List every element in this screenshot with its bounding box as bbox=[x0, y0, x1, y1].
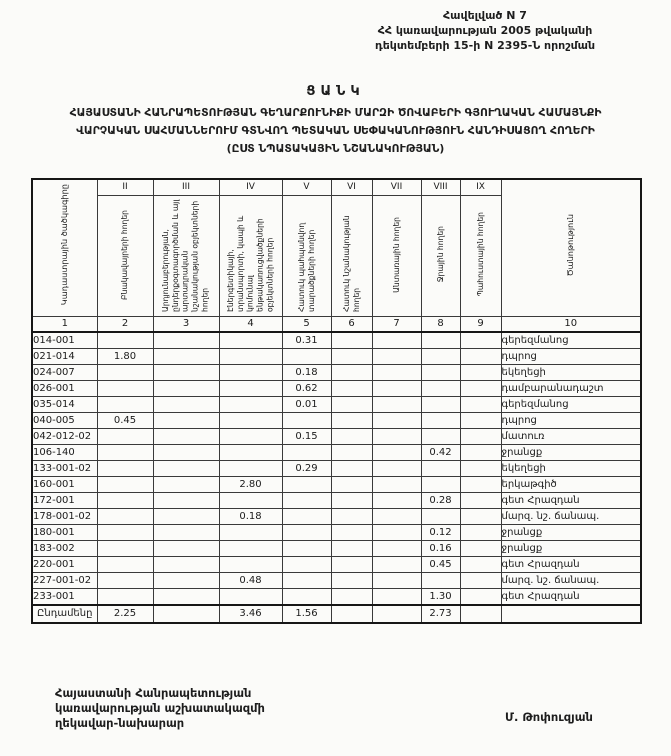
col-header-protected-lands bbox=[282, 196, 331, 317]
table-row bbox=[32, 429, 641, 445]
area-value-cell bbox=[97, 557, 153, 573]
area-value-cell bbox=[153, 365, 219, 381]
area-value-cell: 0.18 bbox=[219, 509, 282, 525]
col-number: 6 bbox=[331, 317, 372, 333]
roman-VIII: VIII bbox=[421, 179, 460, 196]
note-cell: ջրանցք bbox=[501, 445, 641, 461]
area-value-cell bbox=[153, 332, 219, 349]
area-value-cell bbox=[153, 397, 219, 413]
office-line-1: Հայաստանի Հանրապետության bbox=[55, 686, 252, 700]
area-value-cell bbox=[460, 573, 501, 589]
area-value-cell bbox=[460, 557, 501, 573]
column-number-row bbox=[32, 317, 641, 333]
area-value-cell bbox=[372, 525, 421, 541]
area-value-cell bbox=[460, 429, 501, 445]
area-value-cell bbox=[421, 573, 460, 589]
area-value-cell: 2.73 bbox=[421, 605, 460, 623]
area-value-cell bbox=[460, 349, 501, 365]
col-header-label: Բնակավայրերի հողեր bbox=[120, 209, 130, 300]
document-title: ՑԱՆԿ bbox=[306, 84, 365, 99]
note-cell: ջրանցք bbox=[501, 541, 641, 557]
cadastral-code-cell: 183-002 bbox=[32, 541, 97, 557]
area-value-cell bbox=[372, 332, 421, 349]
roman-IV: IV bbox=[219, 179, 282, 196]
note-cell: եկեղեցի bbox=[501, 461, 641, 477]
area-value-cell bbox=[219, 525, 282, 541]
cadastral-code-cell: 014-001 bbox=[32, 332, 97, 349]
subtitle-line-3: (ԸՍՏ ՆՊԱՏԱԿԱՅԻՆ ՆՇԱՆԱԿՈՒԹՅԱՆ) bbox=[226, 142, 445, 155]
total-row bbox=[32, 605, 641, 623]
roman-V: V bbox=[282, 179, 331, 196]
col-header-label: Արդյունաբերության, ընդերքօգտագործման և այլ արտադրական նշանակության օբյեկտների հողեր bbox=[161, 199, 210, 312]
area-value-cell bbox=[282, 509, 331, 525]
area-value-cell bbox=[331, 397, 372, 413]
government-decision-line2: դեկտեմբերի 15-ի N 2395-Ն որոշման bbox=[374, 39, 596, 52]
table-row bbox=[32, 445, 641, 461]
area-value-cell bbox=[460, 477, 501, 493]
area-value-cell bbox=[421, 477, 460, 493]
area-value-cell: 0.18 bbox=[282, 365, 331, 381]
area-value-cell bbox=[460, 445, 501, 461]
area-value-cell bbox=[372, 541, 421, 557]
roman-II: II bbox=[97, 179, 153, 196]
table-row bbox=[32, 541, 641, 557]
area-value-cell bbox=[372, 509, 421, 525]
area-value-cell bbox=[97, 525, 153, 541]
area-value-cell: 0.15 bbox=[282, 429, 331, 445]
area-value-cell bbox=[331, 525, 372, 541]
total-label-cell: Ընդամենը bbox=[32, 605, 97, 623]
note-cell: գերեզմանոց bbox=[501, 397, 641, 413]
area-value-cell: 2.25 bbox=[97, 605, 153, 623]
cadastral-code-cell: 040-005 bbox=[32, 413, 97, 429]
area-value-cell bbox=[460, 461, 501, 477]
area-value-cell bbox=[372, 477, 421, 493]
area-value-cell bbox=[331, 461, 372, 477]
area-value-cell bbox=[460, 605, 501, 623]
subtitle-line-1: ՀԱՅԱՍՏԱՆԻ ՀԱՆՐԱՊԵՏՈՒԹՅԱՆ ԳԵՂԱՐՔՈՒՆԻՔԻ ՄԱՐԶԻ ԾՈՎԱԲԵՐԻ ԳՅՈՒՂԱԿԱՆ ՀԱՄԱՅՆՔԻ bbox=[69, 106, 602, 119]
area-value-cell bbox=[460, 381, 501, 397]
area-value-cell bbox=[282, 589, 331, 606]
roman-VII: VII bbox=[372, 179, 421, 196]
cadastral-code-cell: 178-001-02 bbox=[32, 509, 97, 525]
cadastral-code-column-header bbox=[32, 179, 97, 317]
area-value-cell bbox=[460, 525, 501, 541]
area-value-cell bbox=[219, 332, 282, 349]
col-header-reserve-lands bbox=[460, 196, 501, 317]
land-categories-table bbox=[31, 178, 642, 624]
area-value-cell bbox=[97, 541, 153, 557]
area-value-cell bbox=[97, 461, 153, 477]
roman-numeral-row bbox=[32, 179, 641, 196]
cadastral-code-header-label: Կադաստրային ծածկագիրը bbox=[59, 184, 70, 306]
area-value-cell bbox=[153, 573, 219, 589]
area-value-cell bbox=[153, 381, 219, 397]
col-header-label: Հատուկ պահպանվող տարածքների հողեր bbox=[296, 222, 316, 312]
col-number: 3 bbox=[153, 317, 219, 333]
col-header-settlement-lands bbox=[97, 196, 153, 317]
col-header-forest-lands bbox=[372, 196, 421, 317]
area-value-cell: 0.42 bbox=[421, 445, 460, 461]
area-value-cell bbox=[219, 557, 282, 573]
col-header-label: Անտառային հողեր bbox=[391, 216, 401, 293]
area-value-cell bbox=[372, 413, 421, 429]
table-row bbox=[32, 573, 641, 589]
area-value-cell bbox=[331, 429, 372, 445]
area-value-cell: 3.46 bbox=[219, 605, 282, 623]
col-header-energy-transport-lands bbox=[219, 196, 282, 317]
col-header-water-lands bbox=[421, 196, 460, 317]
subtitle-line-2: ՎԱՐՉԱԿԱՆ ՍԱՀՄԱՆՆԵՐՈՒՄ ԳՏՆՎՈՂ ՊԵՏԱԿԱՆ ՍԵՓԱԿԱՆՈՒԹՅՈՒՆ ՀԱՆԴԻՍԱՑՈՂ ՀՈՂԵՐԻ bbox=[76, 124, 595, 137]
area-value-cell bbox=[153, 541, 219, 557]
office-line-2: կառավարության աշխատակազմի bbox=[55, 701, 265, 715]
area-value-cell bbox=[97, 381, 153, 397]
note-cell: գետ Հրազդան bbox=[501, 493, 641, 509]
area-value-cell bbox=[331, 445, 372, 461]
area-value-cell bbox=[331, 413, 372, 429]
col-header-special-purpose-lands bbox=[331, 196, 372, 317]
col-header-label: Ջրային հողեր bbox=[435, 226, 445, 283]
area-value-cell: 0.28 bbox=[421, 493, 460, 509]
note-cell: մարզ. նշ. ճանապ. bbox=[501, 573, 641, 589]
col-header-industrial-lands bbox=[153, 196, 219, 317]
area-value-cell bbox=[153, 445, 219, 461]
table-row bbox=[32, 461, 641, 477]
note-column-header bbox=[501, 179, 641, 317]
area-value-cell bbox=[421, 429, 460, 445]
area-value-cell bbox=[331, 493, 372, 509]
area-value-cell bbox=[421, 413, 460, 429]
area-value-cell bbox=[372, 365, 421, 381]
cadastral-code-cell: 233-001 bbox=[32, 589, 97, 606]
area-value-cell bbox=[282, 445, 331, 461]
area-value-cell bbox=[97, 573, 153, 589]
cadastral-code-cell: 220-001 bbox=[32, 557, 97, 573]
area-value-cell bbox=[219, 413, 282, 429]
area-value-cell bbox=[460, 413, 501, 429]
area-value-cell bbox=[372, 429, 421, 445]
area-value-cell bbox=[282, 349, 331, 365]
cadastral-code-cell: 021-014 bbox=[32, 349, 97, 365]
area-value-cell bbox=[460, 541, 501, 557]
note-header-label: Ծանոթություն bbox=[565, 213, 576, 277]
table-body bbox=[32, 332, 641, 623]
col-header-label: Պահուստային հողեր bbox=[475, 212, 485, 297]
col-number: 2 bbox=[97, 317, 153, 333]
area-value-cell bbox=[97, 477, 153, 493]
table-row bbox=[32, 493, 641, 509]
area-value-cell bbox=[331, 365, 372, 381]
note-cell: մատուռ bbox=[501, 429, 641, 445]
col-number: 7 bbox=[372, 317, 421, 333]
area-value-cell bbox=[331, 541, 372, 557]
col-number: 8 bbox=[421, 317, 460, 333]
government-decision-line1: ՀՀ կառավարության 2005 թվականի bbox=[377, 24, 593, 37]
table-row bbox=[32, 397, 641, 413]
area-value-cell bbox=[282, 525, 331, 541]
area-value-cell: 0.45 bbox=[97, 413, 153, 429]
cadastral-code-cell: 227-001-02 bbox=[32, 573, 97, 589]
cadastral-code-cell: 133-001-02 bbox=[32, 461, 97, 477]
table-row bbox=[32, 381, 641, 397]
area-value-cell bbox=[372, 381, 421, 397]
area-value-cell bbox=[97, 397, 153, 413]
table-row bbox=[32, 589, 641, 606]
area-value-cell bbox=[219, 349, 282, 365]
area-value-cell bbox=[153, 413, 219, 429]
area-value-cell bbox=[219, 493, 282, 509]
area-value-cell: 0.29 bbox=[282, 461, 331, 477]
cadastral-code-cell: 035-014 bbox=[32, 397, 97, 413]
table-row bbox=[32, 557, 641, 573]
office-line-3: ղեկավար-նախարար bbox=[55, 716, 185, 730]
area-value-cell bbox=[421, 461, 460, 477]
note-cell: դպրոց bbox=[501, 413, 641, 429]
area-value-cell bbox=[97, 493, 153, 509]
area-value-cell bbox=[372, 461, 421, 477]
area-value-cell bbox=[97, 332, 153, 349]
area-value-cell bbox=[331, 477, 372, 493]
col-number: 5 bbox=[282, 317, 331, 333]
cadastral-code-cell: 160-001 bbox=[32, 477, 97, 493]
table-row bbox=[32, 413, 641, 429]
area-value-cell bbox=[153, 429, 219, 445]
area-value-cell bbox=[372, 397, 421, 413]
note-cell: ջրանցք bbox=[501, 525, 641, 541]
area-value-cell: 0.48 bbox=[219, 573, 282, 589]
area-value-cell bbox=[219, 589, 282, 606]
area-value-cell bbox=[372, 589, 421, 606]
area-value-cell bbox=[372, 573, 421, 589]
cadastral-code-cell: 026-001 bbox=[32, 381, 97, 397]
note-cell: գետ Հրազդան bbox=[501, 557, 641, 573]
area-value-cell bbox=[282, 573, 331, 589]
note-cell: եկեղեցի bbox=[501, 365, 641, 381]
area-value-cell bbox=[421, 349, 460, 365]
area-value-cell bbox=[372, 605, 421, 623]
area-value-cell bbox=[282, 493, 331, 509]
area-value-cell bbox=[219, 541, 282, 557]
area-value-cell bbox=[460, 365, 501, 381]
area-value-cell bbox=[153, 493, 219, 509]
area-value-cell bbox=[421, 509, 460, 525]
area-value-cell: 0.45 bbox=[421, 557, 460, 573]
area-value-cell bbox=[153, 349, 219, 365]
area-value-cell bbox=[331, 349, 372, 365]
area-value-cell: 1.30 bbox=[421, 589, 460, 606]
area-value-cell: 0.16 bbox=[421, 541, 460, 557]
area-value-cell bbox=[153, 477, 219, 493]
area-value-cell bbox=[372, 557, 421, 573]
table-row bbox=[32, 349, 641, 365]
table-row bbox=[32, 477, 641, 493]
area-value-cell bbox=[97, 589, 153, 606]
area-value-cell bbox=[331, 557, 372, 573]
col-number: 10 bbox=[501, 317, 641, 333]
area-value-cell bbox=[460, 332, 501, 349]
appendix-reference-block bbox=[310, 8, 660, 53]
note-cell: մարզ. նշ. ճանապ. bbox=[501, 509, 641, 525]
col-header-label: Հատուկ նշանակության հողեր bbox=[341, 214, 361, 312]
area-value-cell bbox=[421, 332, 460, 349]
area-value-cell bbox=[460, 397, 501, 413]
note-cell: գետ Հրազդան bbox=[501, 589, 641, 606]
area-value-cell bbox=[331, 381, 372, 397]
area-value-cell bbox=[331, 509, 372, 525]
area-value-cell bbox=[331, 589, 372, 606]
area-value-cell bbox=[282, 477, 331, 493]
signer-name: Մ. Թոփուզյան bbox=[505, 710, 593, 724]
area-value-cell bbox=[153, 557, 219, 573]
area-value-cell bbox=[219, 381, 282, 397]
cadastral-code-cell: 172-001 bbox=[32, 493, 97, 509]
area-value-cell bbox=[219, 397, 282, 413]
area-value-cell bbox=[153, 461, 219, 477]
col-header-label: Էներգետիկայի, տրանսպորտի, կապի և կոմունալ ենթակառուցվածքների օբյեկտների հողեր bbox=[225, 215, 275, 312]
area-value-cell bbox=[153, 525, 219, 541]
signature-office-block bbox=[55, 686, 265, 731]
area-value-cell bbox=[153, 605, 219, 623]
col-number: 9 bbox=[460, 317, 501, 333]
table-row bbox=[32, 365, 641, 381]
note-cell bbox=[501, 605, 641, 623]
area-value-cell: 0.31 bbox=[282, 332, 331, 349]
area-value-cell bbox=[460, 509, 501, 525]
area-value-cell bbox=[282, 557, 331, 573]
roman-VI: VI bbox=[331, 179, 372, 196]
area-value-cell: 0.01 bbox=[282, 397, 331, 413]
table-row bbox=[32, 509, 641, 525]
area-value-cell: 1.80 bbox=[97, 349, 153, 365]
area-value-cell bbox=[97, 429, 153, 445]
area-value-cell: 1.56 bbox=[282, 605, 331, 623]
note-cell: դպրոց bbox=[501, 349, 641, 365]
area-value-cell bbox=[460, 589, 501, 606]
area-value-cell bbox=[219, 445, 282, 461]
table-row bbox=[32, 525, 641, 541]
area-value-cell bbox=[331, 605, 372, 623]
area-value-cell bbox=[219, 429, 282, 445]
area-value-cell bbox=[97, 509, 153, 525]
cadastral-code-cell: 106-140 bbox=[32, 445, 97, 461]
area-value-cell bbox=[421, 397, 460, 413]
area-value-cell bbox=[97, 445, 153, 461]
appendix-number: Հավելված N 7 bbox=[443, 9, 527, 22]
table-row bbox=[32, 332, 641, 349]
area-value-cell bbox=[219, 365, 282, 381]
area-value-cell bbox=[372, 349, 421, 365]
roman-III: III bbox=[153, 179, 219, 196]
area-value-cell bbox=[421, 381, 460, 397]
col-number: 1 bbox=[32, 317, 97, 333]
area-value-cell bbox=[219, 461, 282, 477]
area-value-cell bbox=[372, 445, 421, 461]
area-value-cell: 0.62 bbox=[282, 381, 331, 397]
area-value-cell bbox=[460, 493, 501, 509]
area-value-cell bbox=[372, 493, 421, 509]
roman-IX: IX bbox=[460, 179, 501, 196]
note-cell: գերեզմանոց bbox=[501, 332, 641, 349]
document-subtitle bbox=[15, 104, 656, 158]
area-value-cell: 0.12 bbox=[421, 525, 460, 541]
area-value-cell bbox=[282, 541, 331, 557]
note-cell: երկաթգիծ bbox=[501, 477, 641, 493]
cadastral-code-cell: 024-007 bbox=[32, 365, 97, 381]
col-number: 4 bbox=[219, 317, 282, 333]
area-value-cell bbox=[97, 365, 153, 381]
area-value-cell bbox=[331, 332, 372, 349]
area-value-cell bbox=[331, 573, 372, 589]
area-value-cell: 2.80 bbox=[219, 477, 282, 493]
area-value-cell bbox=[282, 413, 331, 429]
cadastral-code-cell: 180-001 bbox=[32, 525, 97, 541]
note-cell: դամբարանադաշտ bbox=[501, 381, 641, 397]
cadastral-code-cell: 042-012-02 bbox=[32, 429, 97, 445]
area-value-cell bbox=[153, 589, 219, 606]
area-value-cell bbox=[421, 365, 460, 381]
area-value-cell bbox=[153, 509, 219, 525]
